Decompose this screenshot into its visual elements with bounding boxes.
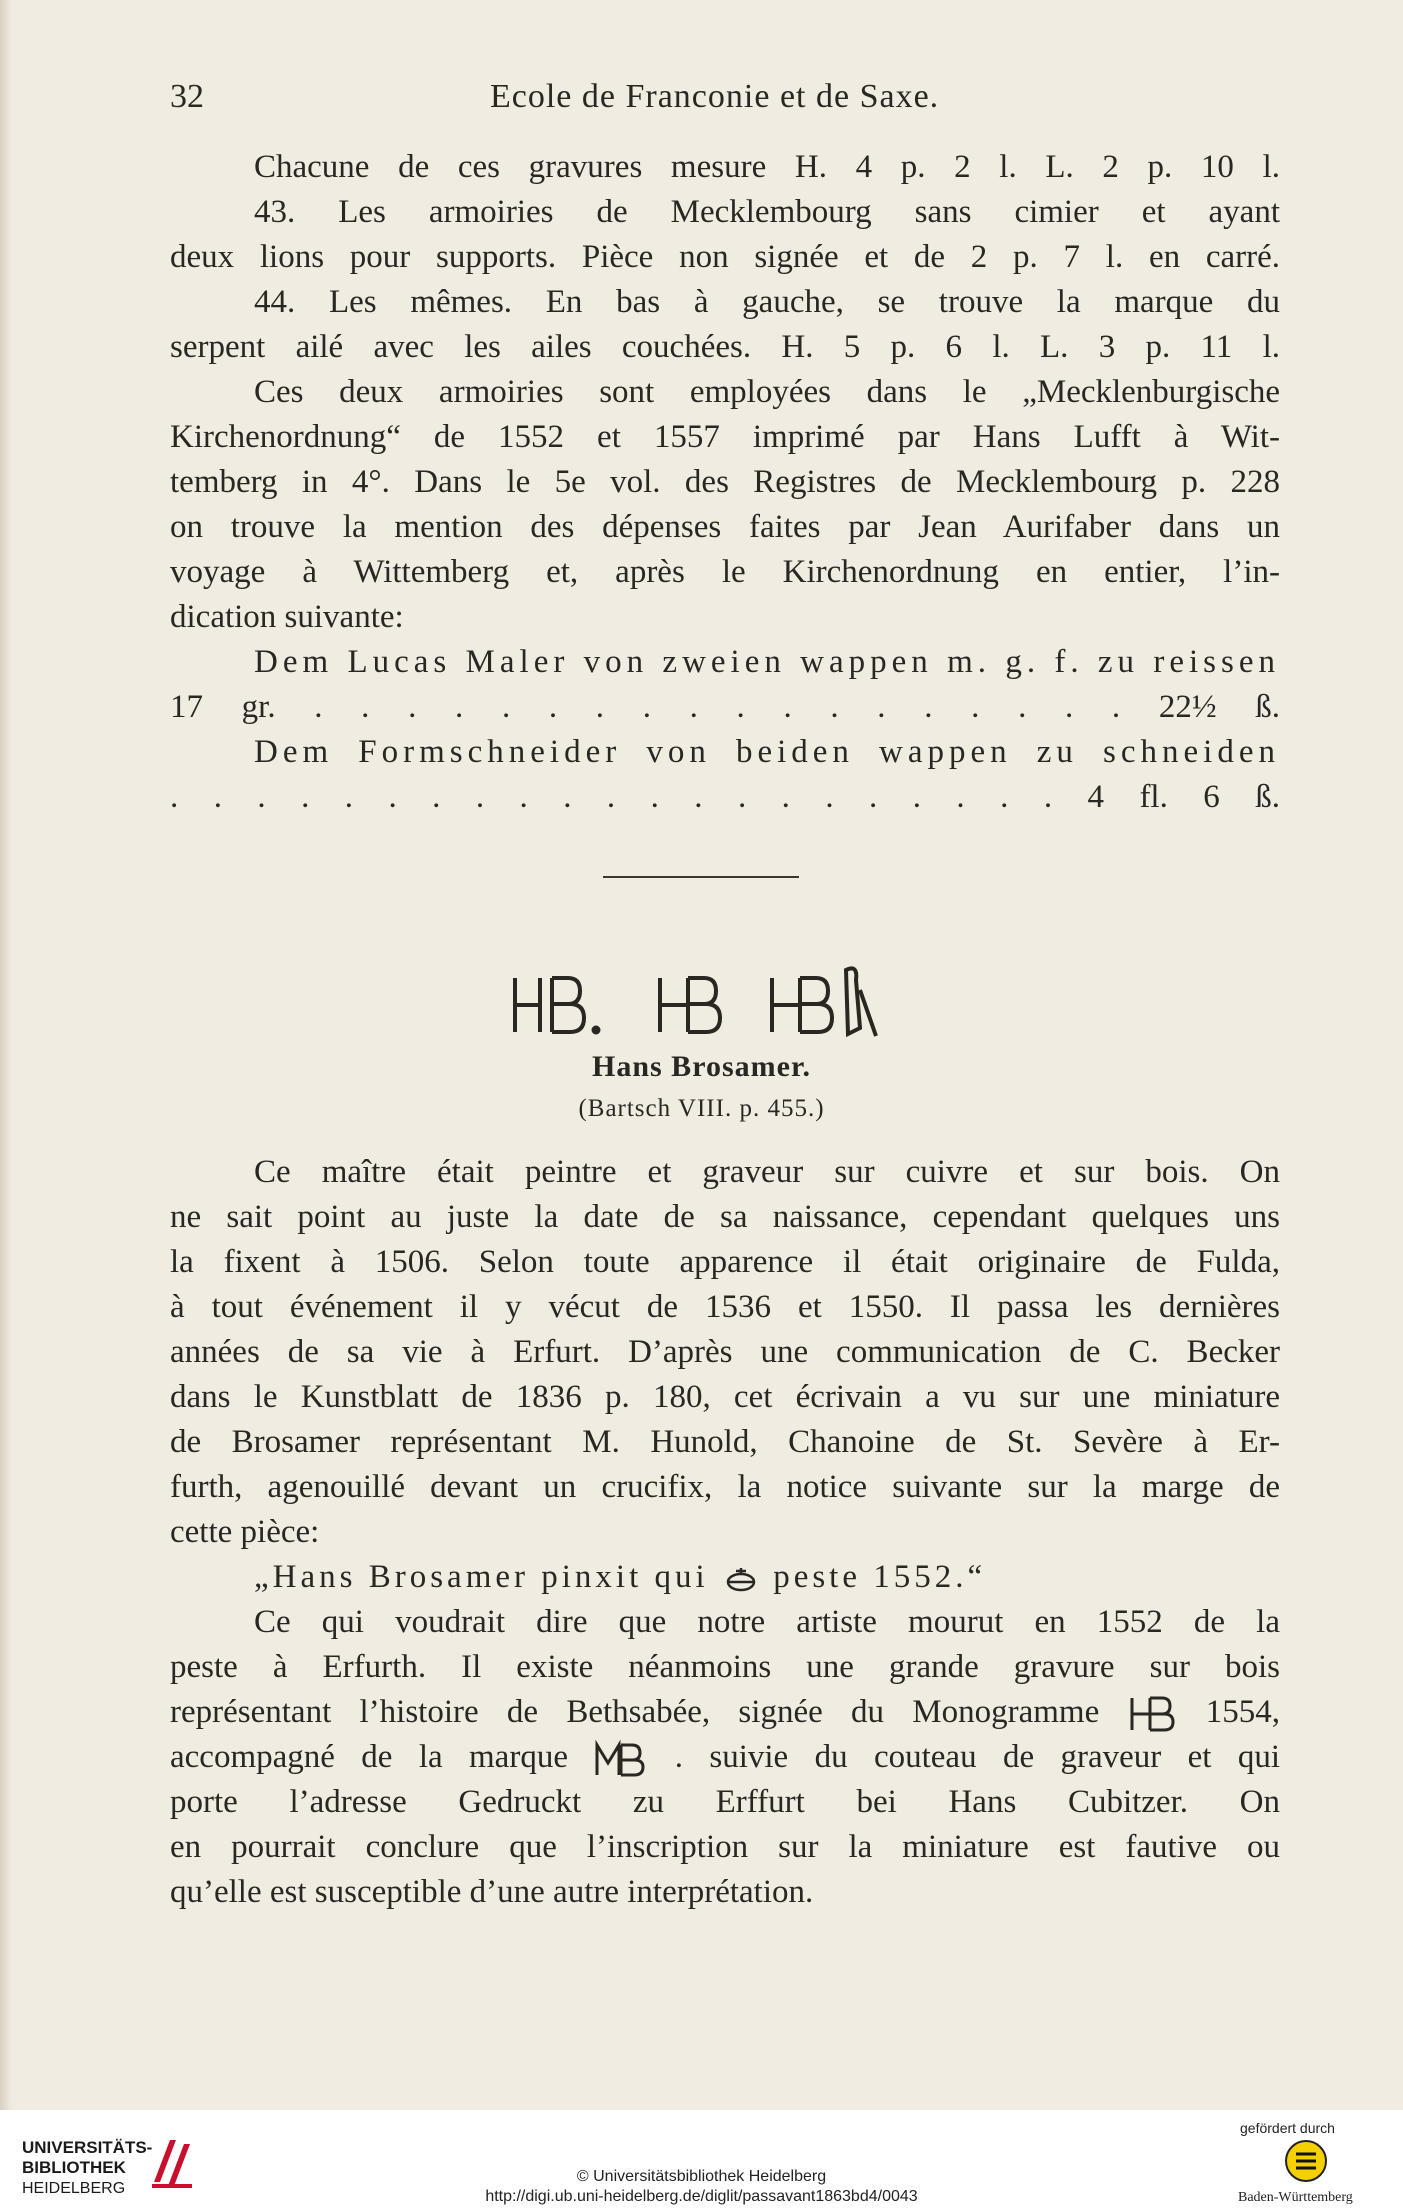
text-line: qu’elle est susceptible d’une autre interprétation.	[170, 1874, 814, 1910]
baden-wuerttemberg-crest-icon	[1283, 2138, 1329, 2184]
text-line: en pourrait conclure que l’inscription sur la miniature est fautive ou	[170, 1829, 1280, 1865]
text-line: ne sait point au juste la date de sa naissance, cependant quelques uns	[170, 1199, 1280, 1235]
text-line: temberg in 4°. Dans le 5e vol. des Registres de Mecklembourg p. 228	[170, 464, 1280, 500]
text-line: 44. Les mêmes. En bas à gauche, se trouve la marque du	[254, 284, 1280, 320]
funder-name: Baden-Württemberg	[1238, 2190, 1353, 2205]
text-line	[170, 1690, 1280, 1735]
text-line: Ces deux armoiries sont employées dans le „Mecklenburgische	[254, 374, 1280, 410]
text-line: deux lions pour supports. Pièce non signée et de 2 p. 7 l. en carré.	[170, 239, 1280, 275]
text-line: années de sa vie à Erfurt. D’après une communication de C. Becker	[170, 1334, 1280, 1370]
text-line: furth, agenouillé devant un crucifix, la notice suivante sur la marge de	[170, 1469, 1280, 1505]
text-line	[170, 1735, 1280, 1780]
text-line: voyage à Wittemberg et, après le Kirchenordnung en entier, l’in-	[170, 554, 1280, 590]
body-text	[170, 1150, 1280, 1915]
line-part: . suivie du couteau de graveur et qui	[674, 1739, 1281, 1775]
text-line: Kirchenordnung“ de 1552 et 1557 imprimé par Hans Lufft à Wit-	[170, 419, 1280, 455]
text-line: dans le Kunstblatt de 1836 p. 180, cet écrivain a vu sur une miniature	[170, 1379, 1280, 1415]
quote-part: „Hans Brosamer pinxit qui	[254, 1559, 709, 1595]
bartsch-reference: (Bartsch VIII. p. 455.)	[578, 1095, 825, 1122]
text-line: 43. Les armoiries de Mecklembourg sans cimier et ayant	[254, 194, 1280, 230]
text-line: porte l’adresse Gedruckt zu Erffurt bei Hans Cubitzer. On	[170, 1784, 1280, 1820]
library-name-line: UNIVERSITÄTS-	[22, 2138, 153, 2157]
text-line: dication suivante:	[170, 599, 404, 635]
text-line: serpent ailé avec les ailes couchées. H. 5 p. 6 l. L. 3 p. 11 l.	[170, 329, 1280, 365]
monogram-variants-icon	[510, 960, 930, 1040]
copyright-notice: © Universitätsbibliothek Heidelberg	[576, 2168, 827, 2185]
funded-by-label: gefördert durch	[1240, 2120, 1335, 2136]
running-title: Ecole de Franconie et de Saxe.	[490, 78, 940, 115]
text-line: Chacune de ces gravures mesure H. 4 p. 2 l. L. 2 p. 10 l.	[254, 149, 1280, 185]
text-line: cette pièce:	[170, 1514, 320, 1550]
text-line: Dem Lucas Maler von zweien wappen m. g. f. zu reissen	[254, 644, 1280, 680]
text-line: peste à Erfurth. Il existe néanmoins une grande gravure sur bois	[170, 1649, 1280, 1685]
section-title: Hans Brosamer.	[591, 1050, 812, 1083]
top-text	[170, 145, 1280, 820]
library-name-line: BIBLIOTHEK	[22, 2158, 126, 2177]
library-city: HEIDELBERG	[22, 2180, 126, 2197]
text-line: Ce maître était peintre et graveur sur cuivre et sur bois. On	[254, 1154, 1280, 1190]
text-line: la fixent à 1506. Selon toute apparence il était originaire de Fulda,	[170, 1244, 1280, 1280]
line-part: accompagné de la marque	[170, 1739, 568, 1775]
line-part: 1554,	[1205, 1694, 1281, 1730]
cross-orb-symbol-icon	[721, 1565, 761, 1593]
text-line: à tout événement il y vécut de 1536 et 1550. Il passa les dernières	[170, 1289, 1280, 1325]
line-part: représentant l’histoire de Bethsabée, signée du Monogramme	[170, 1694, 1100, 1730]
quote-part: peste 1552.“	[773, 1559, 987, 1595]
text-line: 17 gr. . . . . . . . . . . . . . . . . . . 22½ ß.	[170, 689, 1280, 725]
mb-monogram-icon	[594, 1739, 648, 1779]
text-line: on trouve la mention des dépenses faites par Jean Aurifaber dans un	[170, 509, 1280, 545]
text-line: . . . . . . . . . . . . . . . . . . . . . 4 fl. 6 ß.	[170, 779, 1280, 815]
text-line: Dem Formschneider von beiden wappen zu schneiden	[254, 734, 1280, 770]
footer-bar	[0, 2110, 1403, 2211]
hb-monogram-icon	[1128, 1694, 1178, 1734]
page-number: 32	[170, 78, 204, 115]
section-divider	[603, 876, 799, 878]
text-line: de Brosamer représentant M. Hunold, Chanoine de St. Sevère à Er-	[170, 1424, 1280, 1460]
text-line: Ce qui voudrait dire que notre artiste mourut en 1552 de la	[254, 1604, 1280, 1640]
text-line	[170, 1555, 1280, 1600]
source-url[interactable]: http://digi.ub.uni-heidelberg.de/diglit/passavant1863bd4/0043	[485, 2188, 918, 2205]
